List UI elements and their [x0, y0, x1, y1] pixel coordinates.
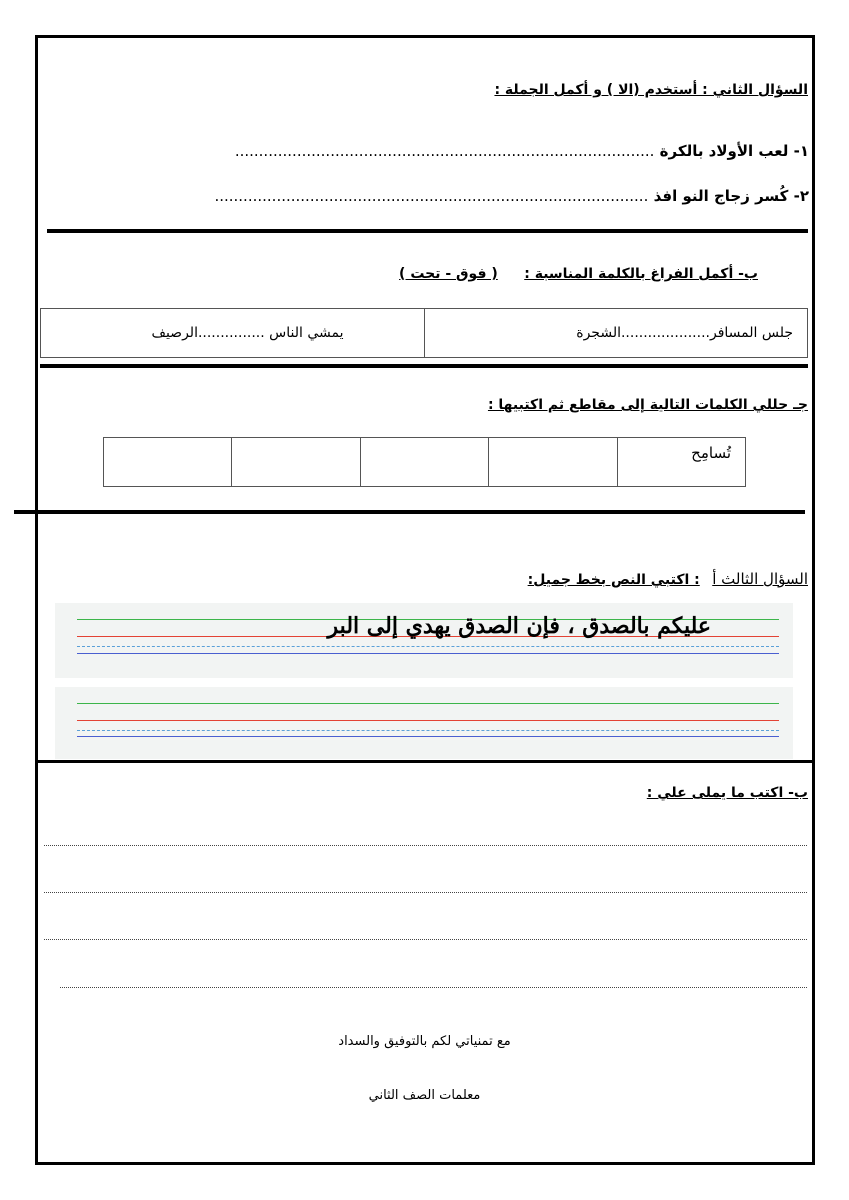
syllable-answer-cell[interactable]: [232, 438, 360, 487]
syllable-answer-cell[interactable]: [360, 438, 488, 487]
part-c-title: جـ حللي الكلمات التالية إلى مقاطع ثم اكتبيها :: [487, 397, 808, 413]
sentence-item-2-text: ٢- كُسر زجاج النو افذ: [653, 187, 809, 205]
sentence-item-1: [235, 142, 809, 160]
syllable-table: [103, 437, 746, 487]
word-options: ( فوق - تحت ): [399, 266, 498, 282]
question-three-title: السؤال الثالث أ: [712, 570, 808, 588]
guide-bottom-line: [77, 653, 779, 654]
sentence-item-1-blank[interactable]: ........................................................................................: [234, 142, 655, 160]
section-divider: [38, 760, 815, 763]
syllable-word-cell: تُسامِح: [617, 438, 745, 487]
guide-dashed-line: [77, 646, 779, 647]
fill-blank-cell-1[interactable]: جلس المسافر....................الشجرة: [424, 309, 808, 358]
fill-blank-table: [40, 308, 808, 358]
dictation-line[interactable]: [44, 939, 807, 940]
teacher-signature: معلمات الصف الثاني: [368, 1088, 481, 1103]
guide-base-line: [77, 720, 779, 721]
guide-bottom-line: [77, 736, 779, 737]
handwriting-guide-model: [55, 603, 793, 678]
part-b-title: ب- أكمل الفراغ بالكلمة المناسبة :: [524, 266, 758, 282]
guide-dashed-line: [77, 730, 779, 731]
section-divider: [14, 510, 805, 514]
dictation-line[interactable]: [60, 987, 807, 988]
handwriting-guide-practice[interactable]: [55, 687, 793, 759]
question-three-instruction: : اكتبي النص بخط جميل:: [527, 572, 700, 588]
question-three-heading: [528, 570, 808, 588]
guide-top-line: [77, 703, 779, 704]
question-two-title: السؤال الثاني : أستخدم (الا ) و أكمل الجملة :: [494, 82, 808, 98]
dictation-line[interactable]: [44, 892, 807, 893]
sentence-item-2: [214, 187, 809, 205]
model-sentence: عليكم بالصدق ، فإن الصدق يهدي إلى البر: [327, 613, 711, 639]
closing-wish: مع تمنياتي لكم بالتوفيق والسداد: [338, 1034, 511, 1049]
fill-blank-cell-2[interactable]: يمشي الناس ...............الرصيف: [41, 309, 425, 358]
section-divider: [40, 364, 808, 368]
part-b-heading: [399, 266, 758, 282]
sentence-item-1-text: ١- لعب الأولاد بالكرة: [659, 142, 809, 160]
syllable-answer-cell[interactable]: [104, 438, 232, 487]
section-divider: [47, 229, 808, 233]
dictation-line[interactable]: [44, 845, 807, 846]
sentence-item-2-blank[interactable]: ...........................................................................................: [214, 187, 649, 205]
syllable-answer-cell[interactable]: [489, 438, 617, 487]
dictation-title: ب- اكتب ما يملى علي :: [646, 785, 808, 801]
